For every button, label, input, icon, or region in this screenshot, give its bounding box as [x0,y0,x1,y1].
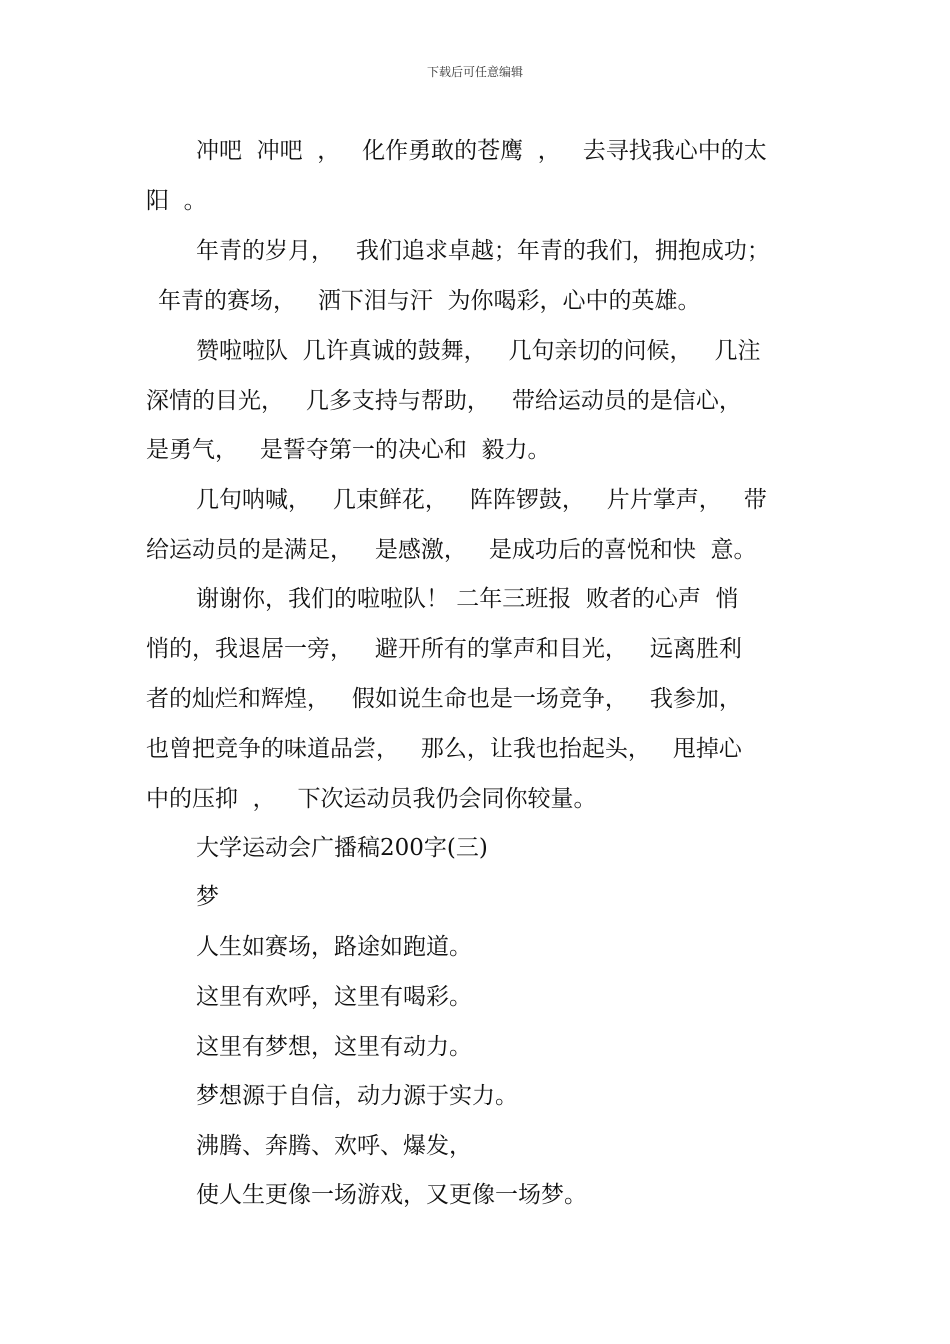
section-heading: 大学运动会广播稿200字(三) [196,835,488,861]
text-line: 沸腾、奔腾、欢呼、爆发， [196,1133,472,1159]
text-line: 人生如赛场，路途如跑道。 [196,934,472,960]
poem-title: 梦 [196,884,219,910]
text-line: 使人生更像一场游戏，又更像一场梦。 [196,1182,587,1208]
text-line: 阳 。 [146,188,207,214]
text-line: 冲吧 冲吧 ， 化作勇敢的苍鹰 ， 去寻找我心中的太 [196,138,767,164]
text-line: 深情的目光， 几多支持与帮助， 带给运动员的是信心， [146,388,742,414]
text-line: 也曾把竞争的味道品尝， 那么，让我也抬起头， 甩掉心 [146,736,742,762]
text-line: 年青的岁月， 我们追求卓越；年青的我们，拥抱成功； [196,238,770,264]
text-line: 谢谢你，我们的啦啦队！ 二年三班报 败者的心声 悄 [196,586,739,612]
text-line: 梦想源于自信，动力源于实力。 [196,1083,518,1109]
text-line: 是勇气， 是誓夺第一的决心和 毅力。 [146,437,551,463]
text-line: 几句呐喊， 几束鲜花， 阵阵锣鼓， 片片掌声， 带 [196,487,767,513]
text-line: 赞啦啦队 几许真诚的鼓舞， 几句亲切的问候， 几注 [196,338,761,364]
text-line: 这里有欢呼，这里有喝彩。 [196,984,472,1010]
text-line: 悄的，我退居一旁， 避开所有的掌声和目光， 远离胜利 [146,636,742,662]
text-line: 年青的赛场， 洒下泪与汗 为你喝彩，心中的英雄。 [158,288,701,314]
text-line: 中的压抑 ， 下次运动员我仍会同你较量。 [146,786,597,812]
text-line: 者的灿烂和辉煌， 假如说生命也是一场竞争， 我参加， [146,686,742,712]
page-header: 下载后可任意编辑 [426,65,523,79]
text-line: 这里有梦想，这里有动力。 [196,1034,472,1060]
text-line: 给运动员的是满足， 是感激， 是成功后的喜悦和快 意。 [146,537,757,563]
